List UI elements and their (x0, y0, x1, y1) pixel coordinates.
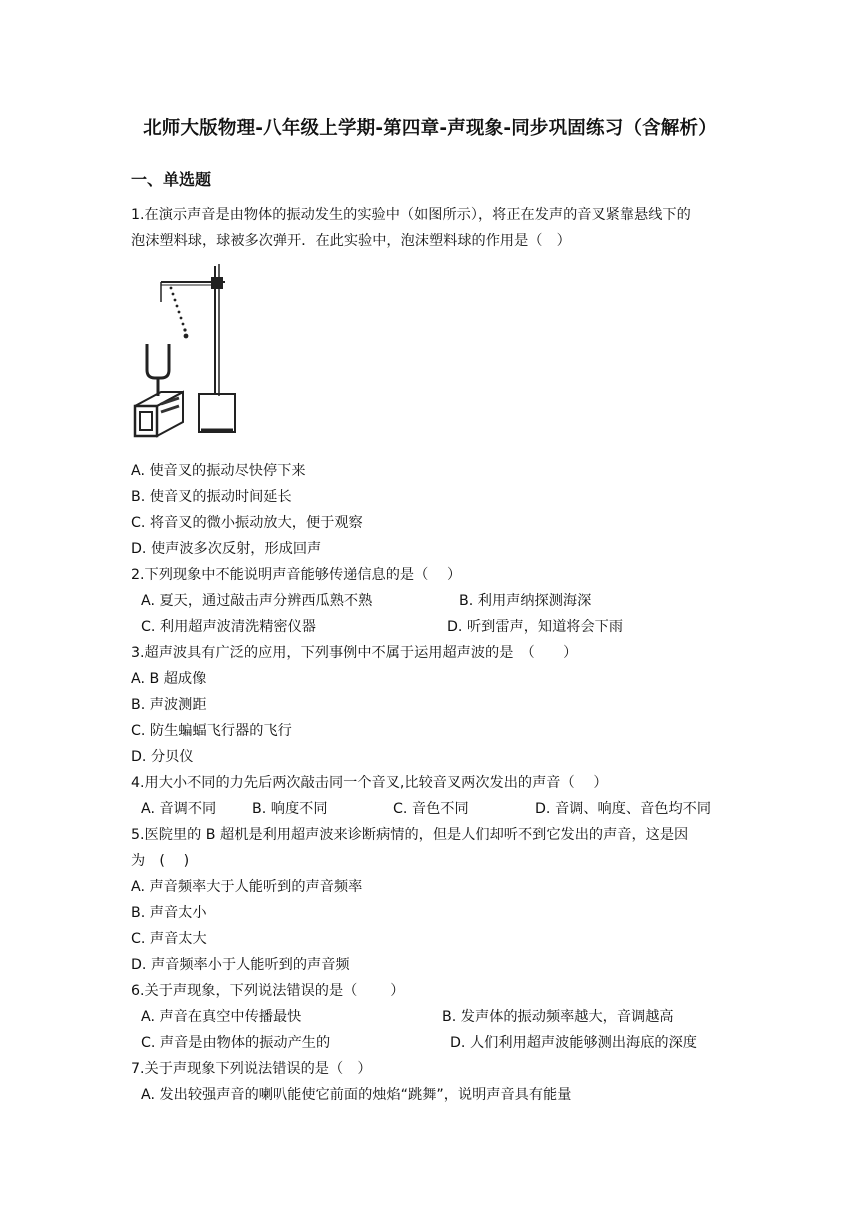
question-1-option-d: D. 使声波多次反射，形成回声 (131, 541, 322, 557)
question-3-option-c: C. 防生蝙蝠飞行器的飞行 (131, 723, 292, 739)
question-2-option-c: C. 利用超声波清洗精密仪器 (141, 619, 316, 635)
question-2-option-b: B. 利用声纳探测海深 (459, 593, 592, 609)
question-5-option-c: C. 声音太大 (131, 931, 207, 947)
question-1-stem-line-2: 泡沫塑料球，球被多次弹开．在此实验中，泡沫塑料球的作用是（ ） (131, 233, 571, 249)
question-7-stem: 7.关于声现象下列说法错误的是（ ） (131, 1061, 372, 1077)
question-2-stem: 2.下列现象中不能说明声音能够传递信息的是（ ） (131, 567, 462, 583)
question-6-stem: 6.关于声现象，下列说法错误的是（ ） (131, 983, 405, 999)
question-3-stem: 3.超声波具有广泛的应用，下列事例中不属于运用超声波的是 （ ） (131, 645, 578, 661)
question-5-stem-line-2: 为 ( ) (131, 853, 190, 869)
question-1-stem-line-1: 1.在演示声音是由物体的振动发生的实验中（如图所示），将正在发声的音叉紧靠悬线下的 (131, 207, 691, 223)
question-2-option-a: A. 夏天，通过敲击声分辨西瓜熟不熟 (141, 593, 373, 609)
question-5-stem-line-1: 5.医院里的 B 超机是利用超声波来诊断病情的，但是人们却听不到它发出的声音，这是因 (131, 827, 689, 843)
question-4-stem: 4.用大小不同的力先后两次敲击同一个音叉,比较音叉两次发出的声音（ ） (131, 775, 608, 791)
question-6-option-d: D. 人们利用超声波能够测出海底的深度 (450, 1035, 697, 1051)
question-6-option-c: C. 声音是由物体的振动产生的 (141, 1035, 331, 1051)
question-1-option-c: C. 将音叉的微小振动放大，便于观察 (131, 515, 363, 531)
question-6-option-b: B. 发声体的振动频率越大，音调越高 (442, 1009, 674, 1025)
question-7-option-a: A. 发出较强声音的喇叭能使它前面的烛焰“跳舞”，说明声音具有能量 (141, 1087, 572, 1103)
question-4-option-c: C. 音色不同 (393, 801, 469, 817)
question-4-option-a: A. 音调不同 (141, 801, 217, 817)
document-title: 北师大版物理-八年级上学期-第四章-声现象-同步巩固练习（含解析） (143, 118, 717, 139)
question-1-option-b: B. 使音叉的振动时间延长 (131, 489, 292, 505)
question-3-option-a: A. B 超成像 (131, 671, 207, 687)
question-5-option-a: A. 声音频率大于人能听到的声音频率 (131, 879, 363, 895)
question-4-option-b: B. 响度不同 (252, 801, 328, 817)
question-5-option-b: B. 声音太小 (131, 905, 207, 921)
question-3-option-d: D. 分贝仪 (131, 749, 194, 765)
question-3-option-b: B. 声波测距 (131, 697, 207, 713)
question-2-option-d: D. 听到雷声，知道将会下雨 (447, 619, 624, 635)
question-1-option-a: A. 使音叉的振动尽快停下来 (131, 463, 306, 479)
question-6-option-a: A. 声音在真空中传播最快 (141, 1009, 302, 1025)
question-5-option-d: D. 声音频率小于人能听到的声音频 (131, 957, 350, 973)
question-4-option-d: D. 音调、响度、音色均不同 (535, 801, 712, 817)
section-heading: 一、单选题 (131, 170, 212, 189)
tuning-fork-experiment-figure (131, 260, 241, 442)
